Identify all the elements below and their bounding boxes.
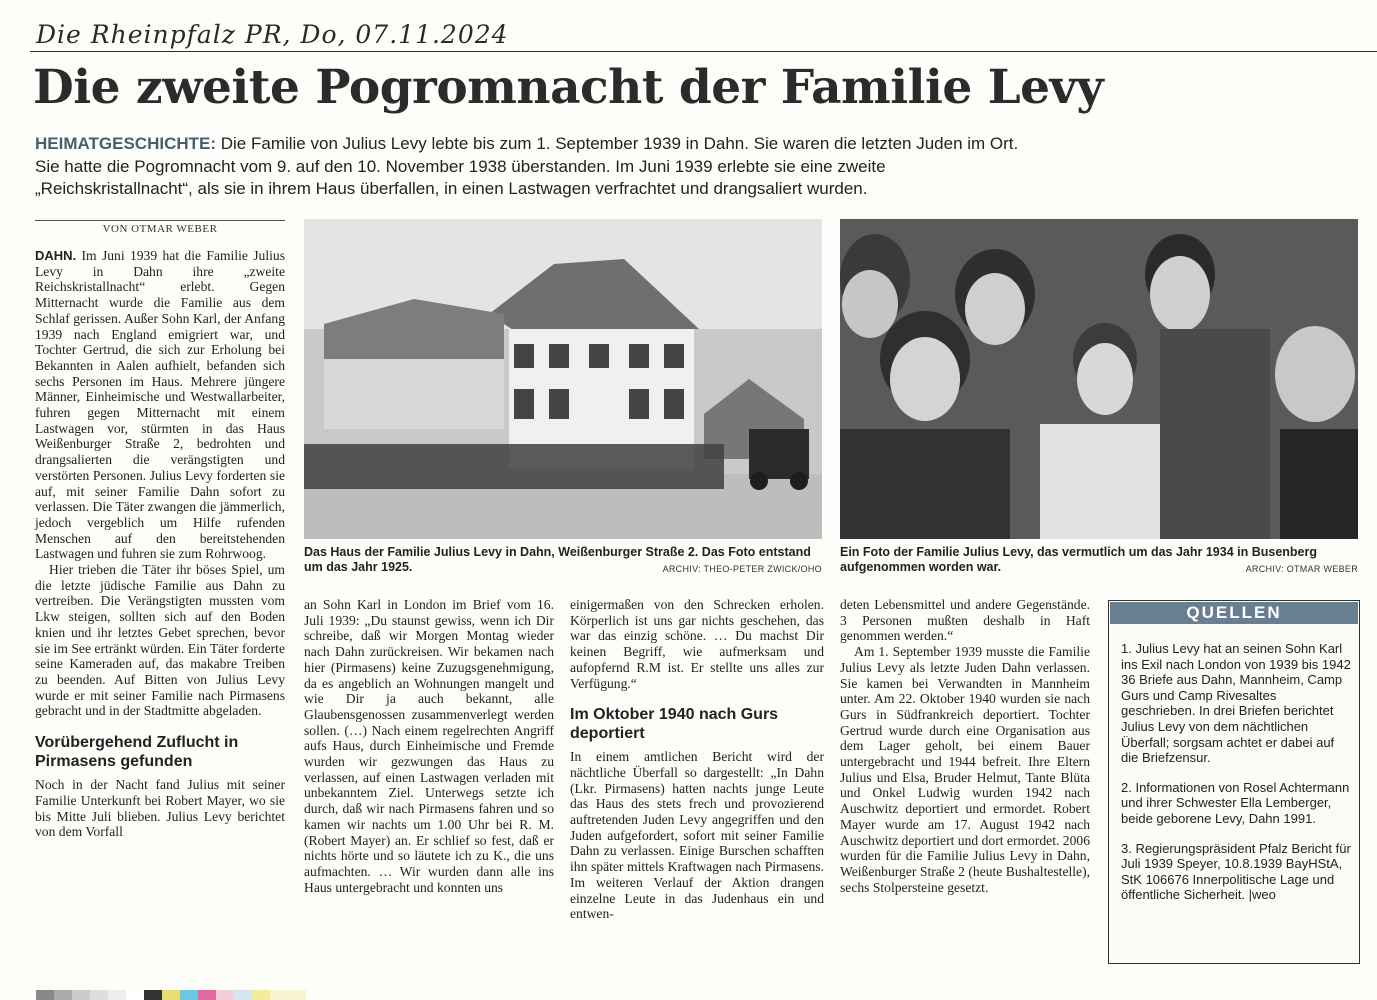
source-item-1: 1. Julius Levy hat an seinen Sohn Karl ins Exil nach London von 1939 bis 1942 36 Briefe aus Dahn, Mannheim, Camp Gurs und Camp Rivesaltes geschrieben. In drei Briefen berichtet Julius Levy von dem nächtlichen Überfall; sorgsam achtet er dabei auf die Briefzensur. [1121,641,1351,766]
sources-title: QUELLEN [1110,602,1358,624]
col1-paragraph-2: Hier trieben die Täter ihr böses Spiel, um die letzte jüdische Familie aus Dahn zu vertreiben. Die Verängstigten mussten vom Lkw steigen, sollten sich auf den Boden knien und ihr letztes Gebet sprechen, bevor sie im See ertränkt würden. Ein Täter forderte seine Kameraden auf, das makabre Treiben zu beenden. Auf Bitten von Julius Levy wurde er mit seiner Familie nach Pirmasens gebracht und in der Stadtmitte abgeladen. [35,562,285,719]
photo-house-caption-text: Das Haus der Familie Julius Levy in Dahn, Weißenburger Straße 2. Das Foto entstand um das Jahr 1925. [304,545,811,574]
col2-paragraph-1: an Sohn Karl in London im Brief vom 16. Juli 1939: „Du staunst gewiss, wenn ich Dir schreibe, daß wir Morgen Montag wieder nach Dahn zurückreisen. Wir bekamen nach hier (Pirmasens) keine Zuzugsgenehmigung, da es angeblich an Wohnungen mangelt und wie Dir ja auch bekannt, alle Glaubensgenossen zusammenverlegt werden sollen. (…) Nach einem regelrechten Angriff aufs Haus, durch Einheimische und Fremde wurden wir gezwungen das Haus zu verlassen, auf einen Lastwagen verladen mit unbekanntem Ziel. Unterwegs setzte ich durch, daß wir nach Pirmasens fahren und so kamen wir nachts um 1.00 Uhr bei R. M. (Robert Mayer) an. Er schlief so fest, daß er nichts hörte und so läutete ich zu K., die uns aufmachten. … Wir wurden dann alle ins Haus untergebracht und konnten uns [304,597,554,895]
print-color-bar [36,990,306,1000]
subheading-gurs: Im Oktober 1940 nach Gurs deportiert [570,706,779,743]
headline: Die zweite Pogromnacht der Familie Levy [33,60,1104,115]
col4-paragraph-1: deten Lebensmittel und andere Gegenstände. 3 Personen mußten deshalb in Haft genommen werden.“ [840,597,1090,644]
family-photo-illustration [840,219,1358,539]
article-column-2 [304,597,554,895]
house-photo-illustration [304,219,822,539]
article-column-3 [570,597,824,922]
sources-box [1108,600,1360,964]
source-item-2: 2. Informationen von Rosel Achtermann und ihrer Schwester Ella Lemberger, beide geborene Levy, Dahn 1991. [1121,779,1350,826]
top-rule [30,51,1377,52]
byline: VON OTMAR WEBER [35,220,285,235]
col4-paragraph-2: Am 1. September 1939 musste die Familie Julius Levy als letzte Juden Dahn verlassen. Sie kamen bei Verwandten in Mannheim unter. Am 22. Oktober 1940 wurden sie nach Gurs in Südfrankreich deportiert. Tochter Gertrud wurde durch eine Organisation aus dem Lager geholt, bei einem Bauer untergebracht und 1944 befreit. Ihre Eltern Julius und Elsa, Bruder Helmut, Tante Blüta und Onkel Ludwig wurden 1942 nach Auschwitz deportiert und ermordet. Robert Mayer wurde am 17. August 1942 nach Auschwitz deportiert und dort ermordet. 2006 wurden für die Familie Julius Levy in Dahn, Weißenburger Straße 2 (heute Bushaltestelle), sechs Stolpersteine gesetzt. [840,644,1090,895]
photo-family-credit: ARCHIV: OTMAR WEBER [1245,564,1358,574]
photo-family-caption [840,545,1358,577]
photo-family-1934 [840,219,1358,539]
article-column-4 [840,597,1090,895]
source-item-3: 3. Regierungspräsident Pfalz Bericht für Juli 1939 Speyer, 10.8.1939 BayHStA, StK 106676 Innerpolitische Lage und öffentliche Sicherheit. |weo [1121,840,1351,903]
photo-family-caption-text: Ein Foto der Familie Julius Levy, das vermutlich um das Jahr 1934 in Busenberg aufgenommen worden war. [840,545,1317,574]
col1-paragraph-1: Im Juni 1939 hat die Familie Julius Levy in Dahn ihre „zweite Reichskristallnacht“ erlebt. Gegen Mitternacht wurde die Familie aus dem Schlaf gerissen. Außer Sohn Karl, der Anfang 1939 nach England emigriert war, und Tochter Gertrud, die sich zur Erholung bei Bekannten in Aalen aufhielt, befanden sich sechs Personen im Haus. Mehrere jüngere Männer, Einheimische und Westwallarbeiter, fuhren gegen Mitternacht mit einem Lastwagen vor, stürmten in das Haus Weißenburger Straße 2, bedrohten und drangsalierten die verängstigten und verstörten Personen. Julius Levy forderten sie auf, mit seiner Familie Dahn sofort zu verlassen. Die Täter zwangen die jämmerlich, jedoch vergeblich um Hilfe rufenden Menschen auf den bereitstehenden Lastwagen und fuhren sie zum Rohrwoog. [35,248,285,562]
col3-paragraph-2: In einem amtlichen Bericht wird der nächtliche Überfall so dargestellt: „In Dahn (Lkr. Pirmasens) hatten nachts junge Leute das Haus des stets frech und provozierend auftretenden Juden Levy angegriffen und den Juden aufgefordert, sofort mit seiner Familie Dahn zu verlassen. Einige Burschen schafften ihn später mittels Kraftwagen nach Pirmasens. Im weiteren Verlauf der Aktion drangen einzelne Leute in das Judenhaus ein und entwen- [570,749,824,922]
col3-paragraph-1: einigermaßen von den Schrecken erholen. Körperlich ist uns gar nichts geschehen, das war das einzig schöne. … Du machst Dir keinen Begriff, wie aufmerksam und aufopfernd R.M ist. Er stellte uns alles zur Verfügung.“ [570,597,824,691]
col1-paragraph-3: Noch in der Nacht fand Julius mit seiner Familie Unterkunft bei Robert Mayer, wo sie bis Mitte Juli blieben. Julius Levy berichtet von dem Vorfall [35,777,285,840]
article-column-1 [35,248,285,840]
intro-paragraph [35,133,1035,201]
intro-kicker: HEIMATGESCHICHTE: [35,134,217,153]
photo-house-caption [304,545,822,577]
subheading-pirmasens: Vorübergehend Zuflucht in Pirmasens gefunden [35,734,239,771]
photo-house-credit: ARCHIV: THEO-PETER ZWICK/OHO [662,564,822,574]
intro-text: Die Familie von Julius Levy lebte bis zum 1. September 1939 in Dahn. Sie waren die letzten Juden im Ort. Sie hatte die Pogromnacht vom 9. auf den 10. November 1938 überstanden. Im Juni 1939 erlebte sie eine zweite „Reichskristallnacht“, als sie in ihrem Haus überfallen, in einen Lastwagen verfrachtet und drangsaliert wurden. [35,134,1019,198]
handwritten-source-note: Die Rheinpfalz PR, Do, 07.11.2024 [36,20,509,49]
photo-house-1925 [304,219,822,539]
dateline: DAHN. [35,248,77,263]
